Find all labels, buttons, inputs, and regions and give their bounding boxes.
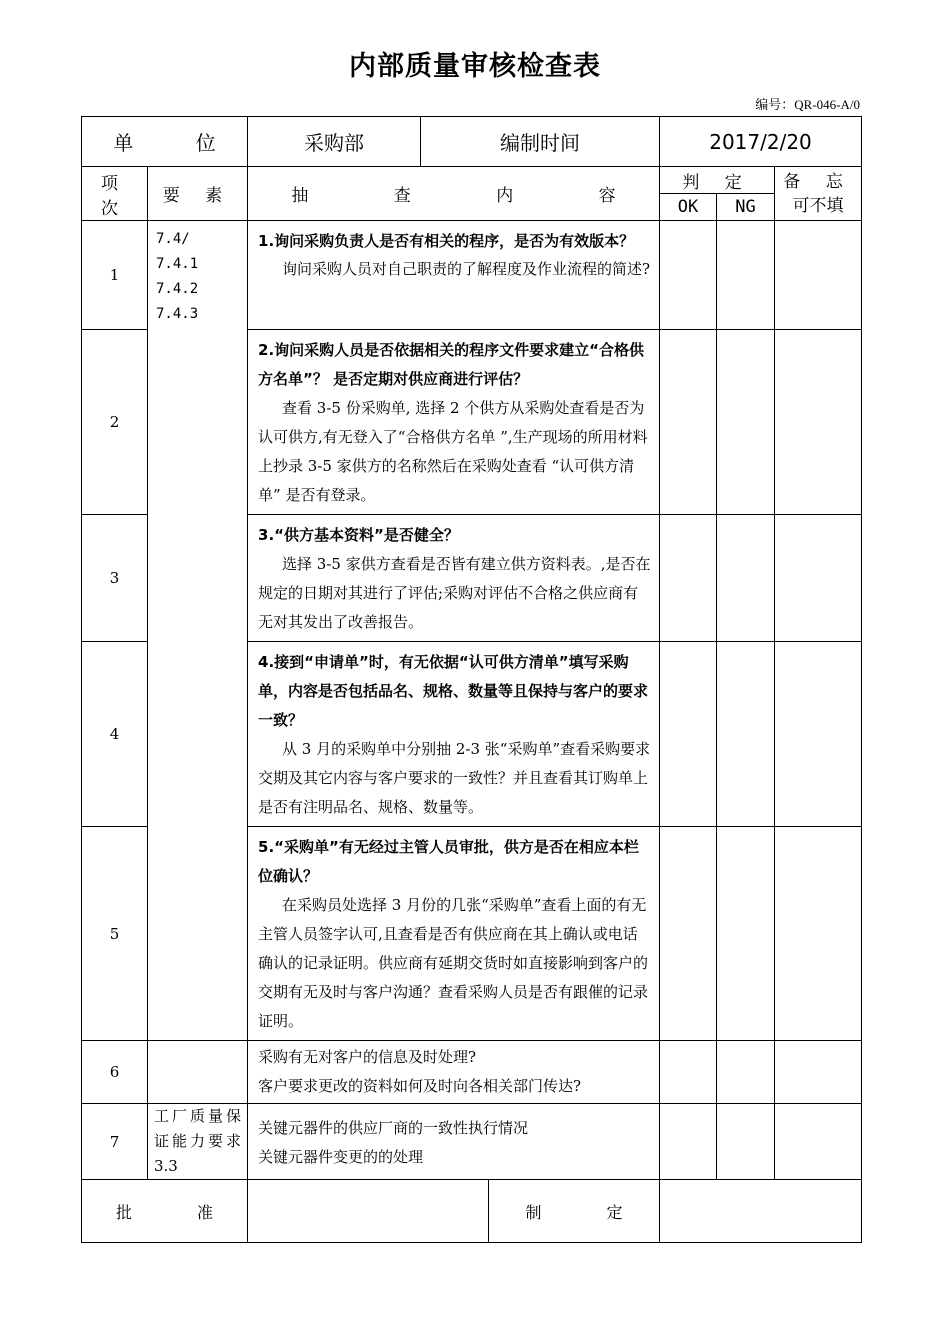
date-value: 2017/2/20 — [660, 117, 862, 167]
ng-cell[interactable] — [717, 515, 775, 642]
ng-cell[interactable] — [717, 1104, 775, 1180]
item-number: 1 — [82, 221, 148, 330]
ok-cell[interactable] — [660, 221, 717, 330]
col-item: 项 次 — [82, 167, 148, 221]
item-number: 5 — [82, 827, 148, 1041]
item-number: 7 — [82, 1104, 148, 1180]
ng-cell[interactable] — [717, 1041, 775, 1104]
signature-row — [82, 1180, 862, 1243]
col-content: 抽 查 内 容 — [248, 167, 660, 221]
check-content: 2.询问采购人员是否依据相关的程序文件要求建立“合格供方名单”？ 是否定期对供应商进行评估？ 查看 3-5 份采购单, 选择 2 个供方从采购处查看是否为认可供方,有无登入了“合格供方名单 ”,生产现场的所用材料上抄录 3-5 家供方的名称然后在采购处查看 “认可供方清单” 是否有登录。 — [248, 330, 660, 515]
unit-label: 单 位 — [82, 117, 248, 167]
memo-cell[interactable] — [775, 1041, 862, 1104]
document-number: 编号：QR-046-A/0 — [755, 97, 860, 112]
memo-cell[interactable] — [775, 1104, 862, 1180]
item-number: 6 — [82, 1041, 148, 1104]
ok-cell[interactable] — [660, 330, 717, 515]
memo-cell[interactable] — [775, 330, 862, 515]
item-number: 2 — [82, 330, 148, 515]
col-ok: OK — [660, 194, 717, 221]
table-row — [82, 1104, 862, 1180]
element-clause: 7.4/ 7.4.1 7.4.2 7.4.3 — [148, 221, 248, 1041]
approve-label: 批 准 — [82, 1180, 248, 1243]
check-content: 采购有无对客户的信息及时处理? 客户要求更改的资料如何及时向各相关部门传达? — [248, 1041, 660, 1104]
audit-checklist-table — [81, 116, 862, 1243]
unit-value: 采购部 — [248, 117, 421, 167]
ng-cell[interactable] — [717, 221, 775, 330]
approve-signature-field[interactable] — [248, 1180, 489, 1243]
ok-cell[interactable] — [660, 1104, 717, 1180]
element-clause — [148, 1041, 248, 1104]
memo-cell[interactable] — [775, 642, 862, 827]
ok-cell[interactable] — [660, 1041, 717, 1104]
prepare-label: 制 定 — [489, 1180, 660, 1243]
col-memo: 备 忘 可不填 — [775, 167, 862, 221]
ok-cell[interactable] — [660, 642, 717, 827]
col-element: 要 素 — [148, 167, 248, 221]
check-content: 4.接到“申请单”时，有无依据“认可供方清单”填写采购单，内容是否包括品名、规格、数量等且保持与客户的要求一致？ 从 3 月的采购单中分别抽 2-3 张“采购单”查看采购要求交期及其它内容与客户要求的一致性？并且查看其订购单上是否有注明品名、规格、数量等。 — [248, 642, 660, 827]
ng-cell[interactable] — [717, 642, 775, 827]
ok-cell[interactable] — [660, 827, 717, 1041]
ng-cell[interactable] — [717, 827, 775, 1041]
ng-cell[interactable] — [717, 330, 775, 515]
memo-cell[interactable] — [775, 827, 862, 1041]
table-row — [82, 1041, 862, 1104]
col-ng: NG — [717, 194, 775, 221]
col-judgement: 判 定 — [660, 167, 775, 194]
ok-cell[interactable] — [660, 515, 717, 642]
check-content: 关键元器件的供应厂商的一致性执行情况 关键元器件变更的的处理 — [248, 1104, 660, 1180]
check-content: 5.“采购单”有无经过主管人员审批，供方是否在相应本栏位确认？ 在采购员处选择 3 月份的几张“采购单”查看上面的有无主管人员签字认可,且查看是否有供应商在其上确认或电话确认的记录证明。供应商有延期交货时如直接影响到客户的交期有无及时与客户沟通？查看采购人员是否有跟催的记录证明。 — [248, 827, 660, 1041]
unit-row — [82, 117, 862, 167]
table-row — [82, 221, 862, 330]
date-label: 编制时间 — [421, 117, 660, 167]
element-clause: 工厂质量保证能力要求3.3 — [148, 1104, 248, 1180]
item-number: 3 — [82, 515, 148, 642]
item-number: 4 — [82, 642, 148, 827]
memo-cell[interactable] — [775, 221, 862, 330]
column-header-row — [82, 167, 862, 194]
memo-cell[interactable] — [775, 515, 862, 642]
check-content: 1.询问采购负责人是否有相关的程序，是否为有效版本？ 询问采购人员对自己职责的了解程度及作业流程的简述? — [248, 221, 660, 330]
prepare-signature-field[interactable] — [660, 1180, 862, 1243]
check-content: 3.“供方基本资料”是否健全？ 选择 3-5 家供方查看是否皆有建立供方资料表。,是否在规定的日期对其进行了评估;采购对评估不合格之供应商有无对其发出了改善报告。 — [248, 515, 660, 642]
page-title: 内部质量审核检查表 — [349, 51, 601, 82]
